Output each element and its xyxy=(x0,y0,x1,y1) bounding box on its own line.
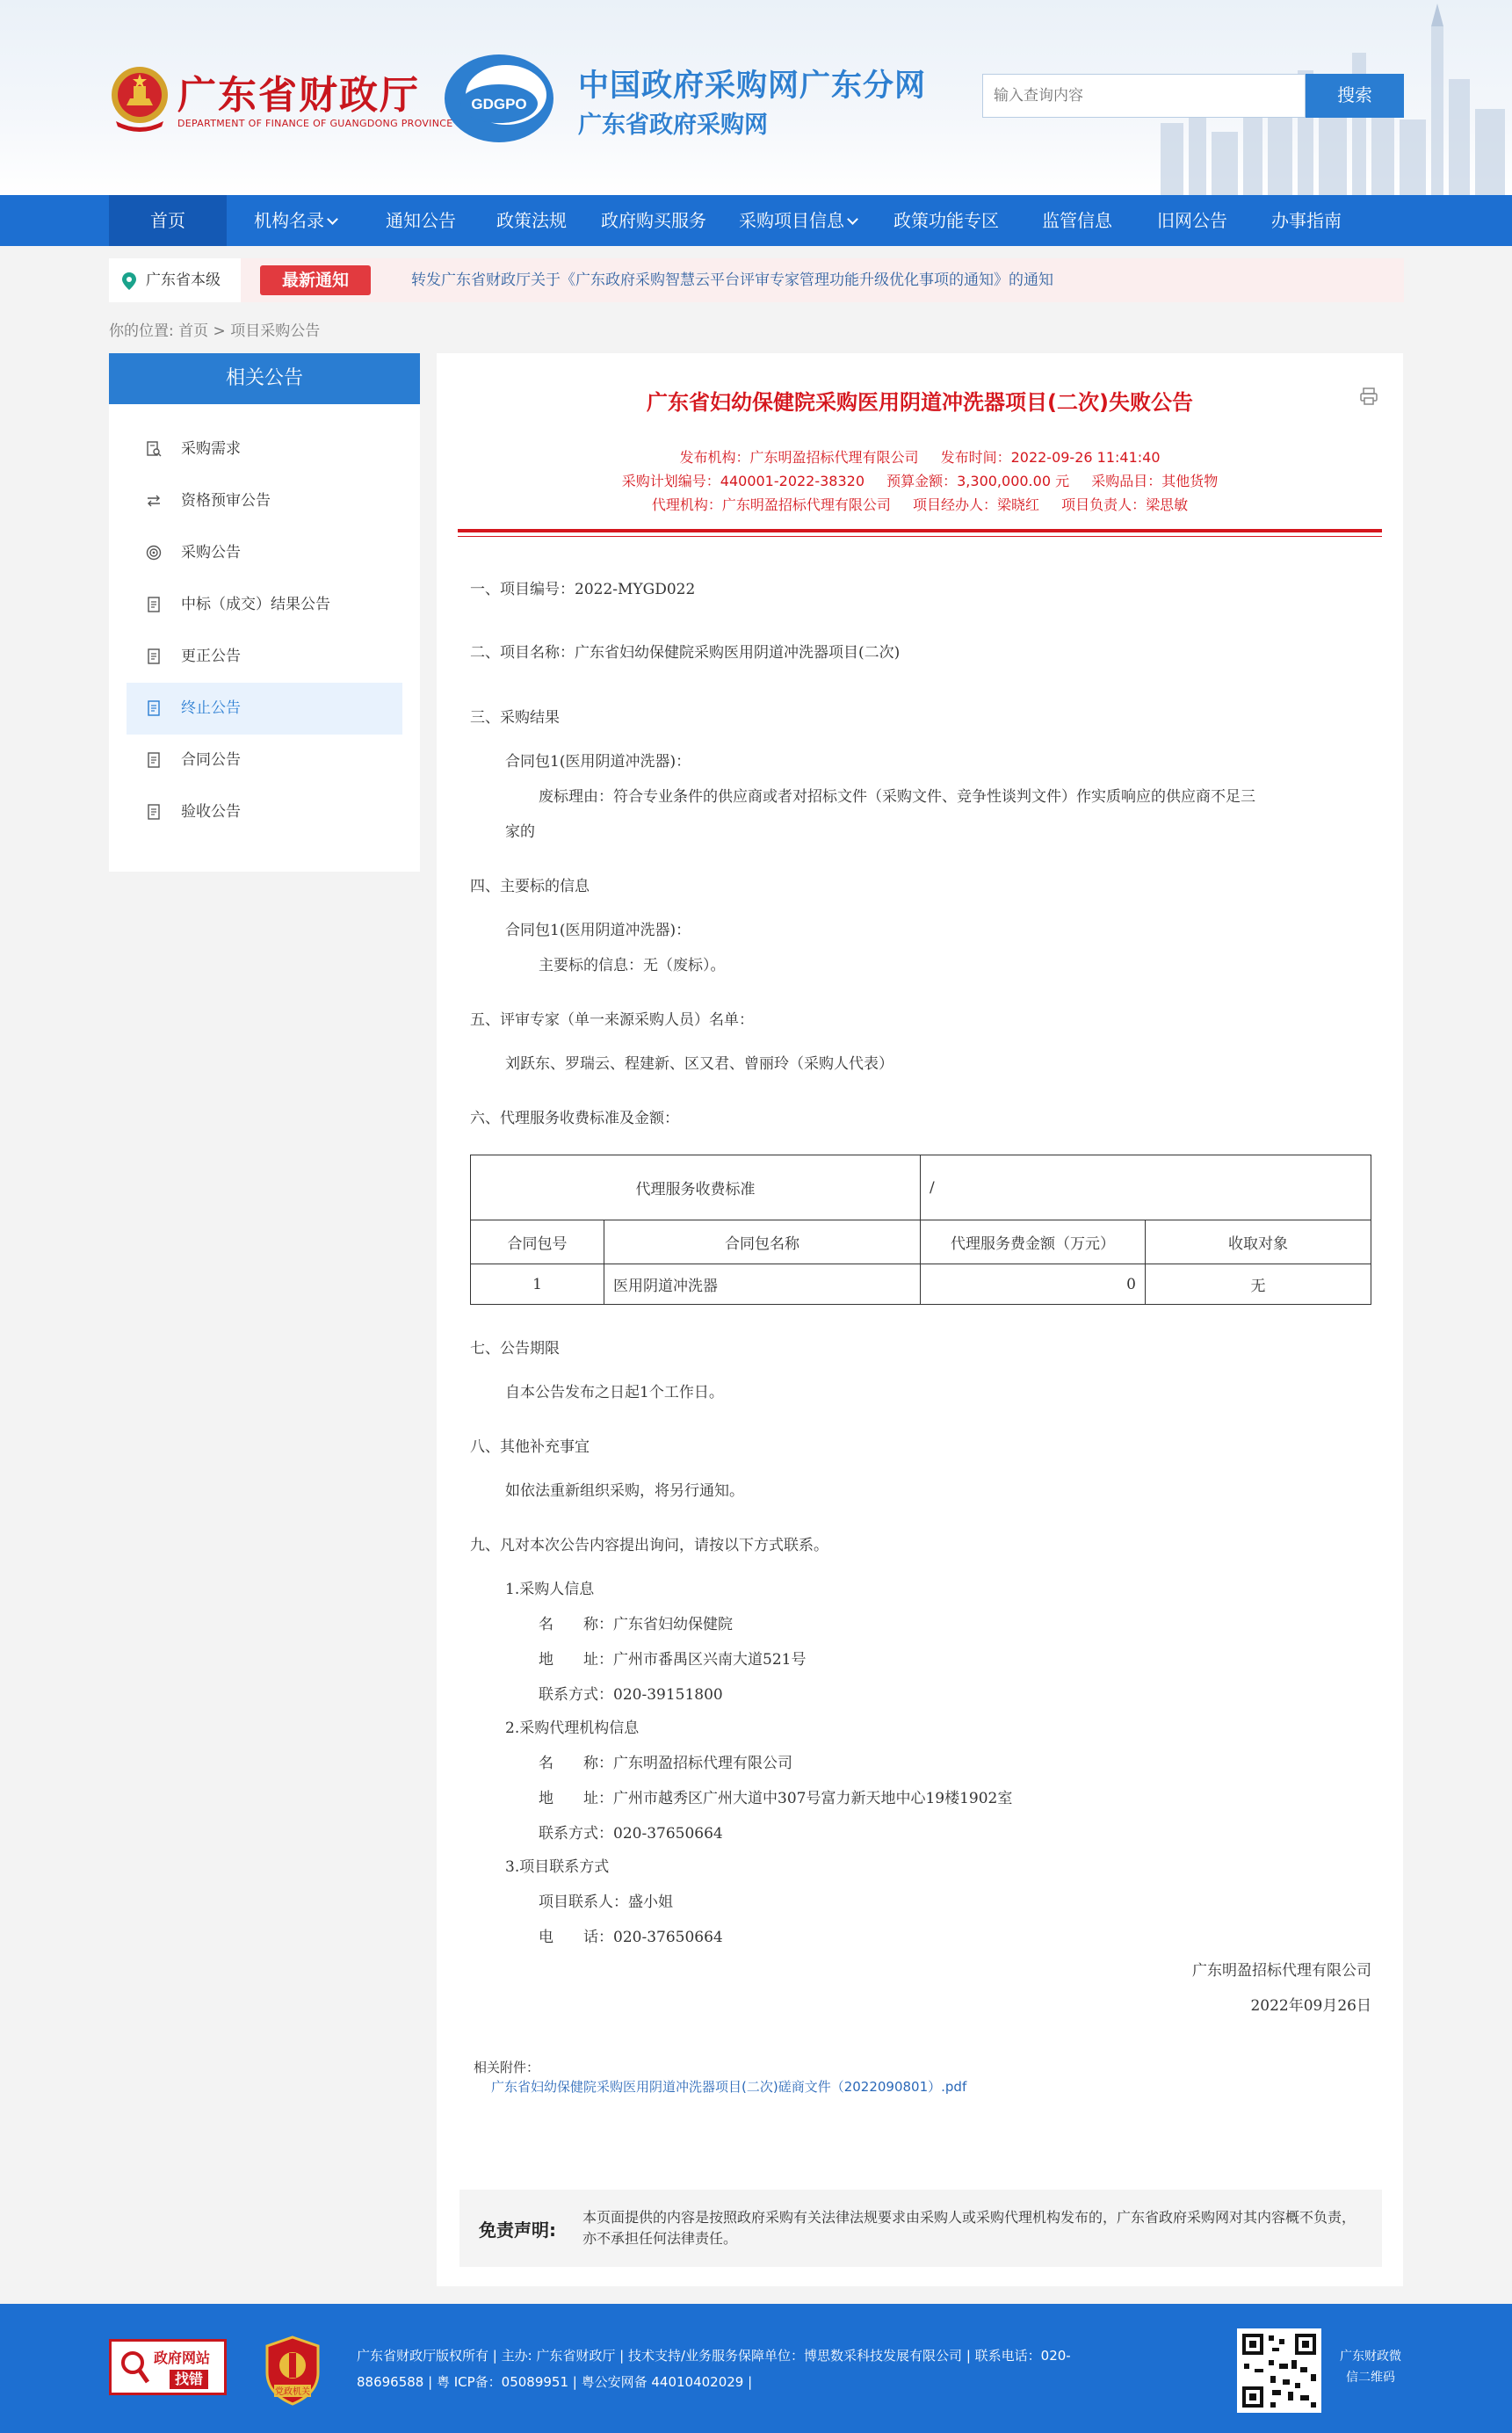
sidebar-item-termination[interactable] xyxy=(127,683,402,735)
related-notices-sidebar xyxy=(109,353,420,872)
contact-project-heading: 3.项目联系方式 xyxy=(505,1858,610,1876)
region-selector[interactable] xyxy=(109,258,241,302)
nav-item-policies[interactable]: 政策法规 xyxy=(496,210,567,231)
table-cell: 无 xyxy=(1146,1264,1371,1305)
signature-date: 2022年09月26日 xyxy=(1250,1997,1371,2015)
nav-item-directory[interactable] xyxy=(227,195,364,246)
table-header-row xyxy=(471,1220,1371,1264)
nav-item-service-purchase[interactable]: 政府购买服务 xyxy=(601,210,706,231)
breadcrumb xyxy=(109,318,320,340)
site-header xyxy=(0,0,1512,195)
table-cell: 1 xyxy=(471,1264,604,1305)
sidebar-item-label: 更正公告 xyxy=(181,648,241,665)
table-cell: 医用阴道冲洗器 xyxy=(604,1264,921,1305)
meta-plan-no: 采购计划编号：440001-2022-38320 xyxy=(621,473,865,489)
sidebar-item-award-result[interactable] xyxy=(127,579,402,631)
sidebar-item-label: 终止公告 xyxy=(181,699,241,717)
document-icon xyxy=(146,700,162,716)
latest-notice-badge: 最新通知 xyxy=(260,265,371,295)
disclaimer-label: 免责声明: xyxy=(479,2219,556,2241)
contact-purchaser-heading: 1.采购人信息 xyxy=(505,1581,595,1598)
disclaimer-box xyxy=(459,2190,1382,2267)
signature-organization: 广东明盈招标代理有限公司 xyxy=(1192,1962,1371,1980)
title-divider-thin xyxy=(458,536,1382,537)
meta-leader: 项目负责人：梁思敏 xyxy=(1061,496,1189,513)
site-footer xyxy=(0,2304,1512,2433)
section-main-subject: 四、主要标的信息 xyxy=(470,878,590,895)
meta-row-3 xyxy=(437,494,1403,514)
qr-code-label: 广东财政微信二维码 xyxy=(1340,2350,1401,2385)
agency-fee-table xyxy=(470,1155,1371,1305)
nav-item-notices[interactable]: 通知公告 xyxy=(386,210,456,231)
article-panel xyxy=(437,353,1403,2286)
sidebar-item-label: 验收公告 xyxy=(181,803,241,821)
table-row xyxy=(471,1264,1371,1305)
sidebar-item-procurement-demand[interactable] xyxy=(127,424,402,475)
purchaser-phone: 联系方式：020-39151800 xyxy=(539,1686,723,1704)
document-icon xyxy=(146,752,162,768)
nav-item-guide[interactable]: 办事指南 xyxy=(1271,210,1342,231)
wechat-qr-code xyxy=(1237,2328,1321,2413)
document-icon xyxy=(146,648,162,664)
nav-item-supervision[interactable]: 监管信息 xyxy=(1042,210,1112,231)
nav-item-policy-zone[interactable]: 政策功能专区 xyxy=(893,210,999,231)
meta-handler: 项目经办人：梁晓红 xyxy=(912,496,1039,513)
gov-website-error-report-badge[interactable] xyxy=(109,2339,227,2395)
magnifier-icon xyxy=(119,2349,150,2387)
result-reason-line2: 家的 xyxy=(505,823,535,841)
target-icon xyxy=(146,545,162,561)
agency-name: 名 称：广东明盈招标代理有限公司 xyxy=(539,1755,792,1772)
location-pin-icon xyxy=(121,272,137,291)
disclaimer-text: 本页面提供的内容是按照政府采购有关法律法规要求由采购人或采购代理机构发布的，广东省政府采购网对其内容概不负责，亦不承担任何法律责任。 xyxy=(582,2209,1356,2247)
sidebar-item-label: 资格预审公告 xyxy=(181,492,271,510)
section-project-name: 二、项目名称：广东省妇幼保健院采购医用阴道冲洗器项目(二次) xyxy=(470,644,901,662)
section-experts: 五、评审专家（单一来源采购人员）名单： xyxy=(470,1011,754,1029)
contact-agency-heading: 2.采购代理机构信息 xyxy=(505,1720,640,1737)
breadcrumb-prefix: 你的位置: xyxy=(109,322,174,340)
fee-standard-label: 代理服务收费标准 xyxy=(471,1155,921,1220)
meta-row-2 xyxy=(437,470,1403,490)
meta-category: 采购品目：其他货物 xyxy=(1091,473,1219,489)
gov-badge-sub: 找错 xyxy=(170,2370,208,2389)
meta-budget: 预算金额：3,300,000.00 元 xyxy=(886,473,1070,489)
purchaser-name: 名 称：广东省妇幼保健院 xyxy=(539,1616,733,1633)
section-supplementary: 八、其他补充事宜 xyxy=(470,1438,590,1456)
table-header: 合同包号 xyxy=(471,1220,604,1264)
result-reason-line1: 废标理由：符合专业条件的供应商或者对招标文件（采购文件、竞争性谈判文件）作实质响应的供应商不足三 xyxy=(539,788,1255,806)
document-icon xyxy=(146,804,162,820)
table-row xyxy=(471,1155,1371,1220)
document-icon xyxy=(146,597,162,612)
footer-line-1: 广东省财政厅版权所有 | 主办: 广东省财政厅 | 技术支持/业务服务保障单位：博思数采科技发展有限公司 | 联系电话：020- xyxy=(357,2348,1071,2364)
agency-phone: 联系方式：020-37650664 xyxy=(539,1825,723,1843)
sidebar-item-contract[interactable] xyxy=(127,735,402,786)
finance-subtitle: DEPARTMENT OF FINANCE OF GUANGDONG PROVINCE xyxy=(177,118,453,129)
nav-item-project-info[interactable] xyxy=(722,195,873,246)
table-header: 收取对象 xyxy=(1146,1220,1371,1264)
supplementary-text: 如依法重新组织采购，将另行通知。 xyxy=(505,1482,744,1500)
section-agency-fee: 六、代理服务收费标准及金额： xyxy=(470,1110,679,1127)
section-project-number: 一、项目编号：2022-MYGD022 xyxy=(470,581,696,598)
nav-item-home[interactable]: 首页 xyxy=(109,195,227,246)
meta-agency: 代理机构：广东明盈招标代理有限公司 xyxy=(651,496,891,513)
swap-icon xyxy=(146,493,162,509)
sidebar-item-correction[interactable] xyxy=(127,631,402,683)
sidebar-item-procurement-notice[interactable] xyxy=(127,527,402,579)
footer-copyright xyxy=(357,2342,1077,2395)
gov-badge-title: 政府网站 xyxy=(154,2350,211,2366)
article-title: 广东省妇幼保健院采购医用阴道冲洗器项目(二次)失败公告 xyxy=(647,390,1193,415)
sidebar-item-label: 中标（成交）结果公告 xyxy=(181,596,330,613)
table-header: 合同包名称 xyxy=(604,1220,921,1264)
national-emblem-icon xyxy=(109,63,170,134)
meta-publisher: 发布机构：广东明盈招标代理有限公司 xyxy=(679,449,919,466)
notice-period-text: 自本公告发布之日起1个工作日。 xyxy=(505,1384,724,1401)
table-header: 代理服务费金额（万元） xyxy=(921,1220,1146,1264)
sidebar-item-label: 采购需求 xyxy=(181,440,241,458)
gp-site-title: 中国政府采购网广东分网 xyxy=(578,69,927,104)
agency-address: 地 址：广州市越秀区广州大道中307号富力新天地中心19楼1902室 xyxy=(539,1790,1013,1807)
sidebar-title: 相关公告 xyxy=(109,353,420,404)
nav-label-directory: 机构名录 xyxy=(254,210,324,231)
region-label: 广东省本级 xyxy=(146,272,221,289)
project-contact-person: 项目联系人：盛小姐 xyxy=(539,1894,673,1911)
project-contact-phone: 电 话：020-37650664 xyxy=(539,1929,723,1946)
expert-names: 刘跃东、罗瑞云、程建新、区又君、曾丽玲（采购人代表） xyxy=(505,1055,893,1073)
section-contact: 九、凡对本次公告内容提出询问，请按以下方式联系。 xyxy=(470,1537,828,1554)
result-package: 合同包1(医用阴道冲洗器)： xyxy=(505,753,691,771)
finance-title: 广东省财政厅 xyxy=(177,73,420,118)
gdgpo-logo-text: GDGPO xyxy=(471,96,527,112)
attachment-link[interactable]: 广东省妇幼保健院采购医用阴道冲洗器项目(二次)磋商文件（2022090801）.pdf xyxy=(491,2079,967,2095)
title-divider xyxy=(458,529,1382,532)
breadcrumb-separator: > xyxy=(213,322,226,340)
finance-department-logo[interactable] xyxy=(109,63,453,142)
sidebar-item-label: 采购公告 xyxy=(181,544,241,561)
subject-info: 主要标的信息：无（废标）。 xyxy=(539,957,726,974)
party-badge-text: 党政机关 xyxy=(275,2387,310,2397)
gp-site-subtitle: 广东省政府采购网 xyxy=(578,112,768,139)
nav-item-old-notices[interactable]: 旧网公告 xyxy=(1157,210,1227,231)
gdgpo-logo[interactable] xyxy=(441,51,557,146)
sidebar-item-acceptance[interactable] xyxy=(127,786,402,838)
section-notice-period: 七、公告期限 xyxy=(470,1340,560,1358)
breadcrumb-current[interactable]: 项目采购公告 xyxy=(230,322,321,340)
meta-publish-time: 发布时间：2022-09-26 11:41:40 xyxy=(940,449,1161,466)
nav-label-project-info: 采购项目信息 xyxy=(739,210,844,231)
subject-package: 合同包1(医用阴道冲洗器)： xyxy=(505,922,691,939)
chevron-down-icon xyxy=(847,214,858,225)
sidebar-item-prequalification[interactable] xyxy=(127,475,402,527)
meta-row-1 xyxy=(437,446,1403,467)
document-search-icon xyxy=(146,441,162,457)
search-input[interactable] xyxy=(982,74,1306,118)
breadcrumb-home[interactable]: 首页 xyxy=(178,322,209,340)
purchaser-address: 地 址：广州市番禺区兴南大道521号 xyxy=(539,1651,807,1669)
party-government-emblem[interactable] xyxy=(264,2335,322,2406)
notice-link[interactable]: 转发广东省财政厅关于《广东政府采购智慧云平台评审专家管理功能升级优化事项的通知》的通知 xyxy=(411,272,1053,289)
sidebar-item-label: 合同公告 xyxy=(181,751,241,769)
main-nav xyxy=(0,195,1512,246)
table-cell: 0 xyxy=(921,1264,1146,1305)
attachment-label: 相关附件： xyxy=(474,2060,540,2075)
fee-standard-value: / xyxy=(921,1155,1371,1220)
footer-line-2: 88696588 | 粤 ICP备：05089951 | 粤公安网备 44010402029 | xyxy=(357,2374,753,2390)
notice-bar xyxy=(109,258,1404,302)
section-procurement-result: 三、采购结果 xyxy=(470,709,560,727)
search-button[interactable]: 搜索 xyxy=(1306,74,1404,118)
chevron-down-icon xyxy=(327,214,338,225)
